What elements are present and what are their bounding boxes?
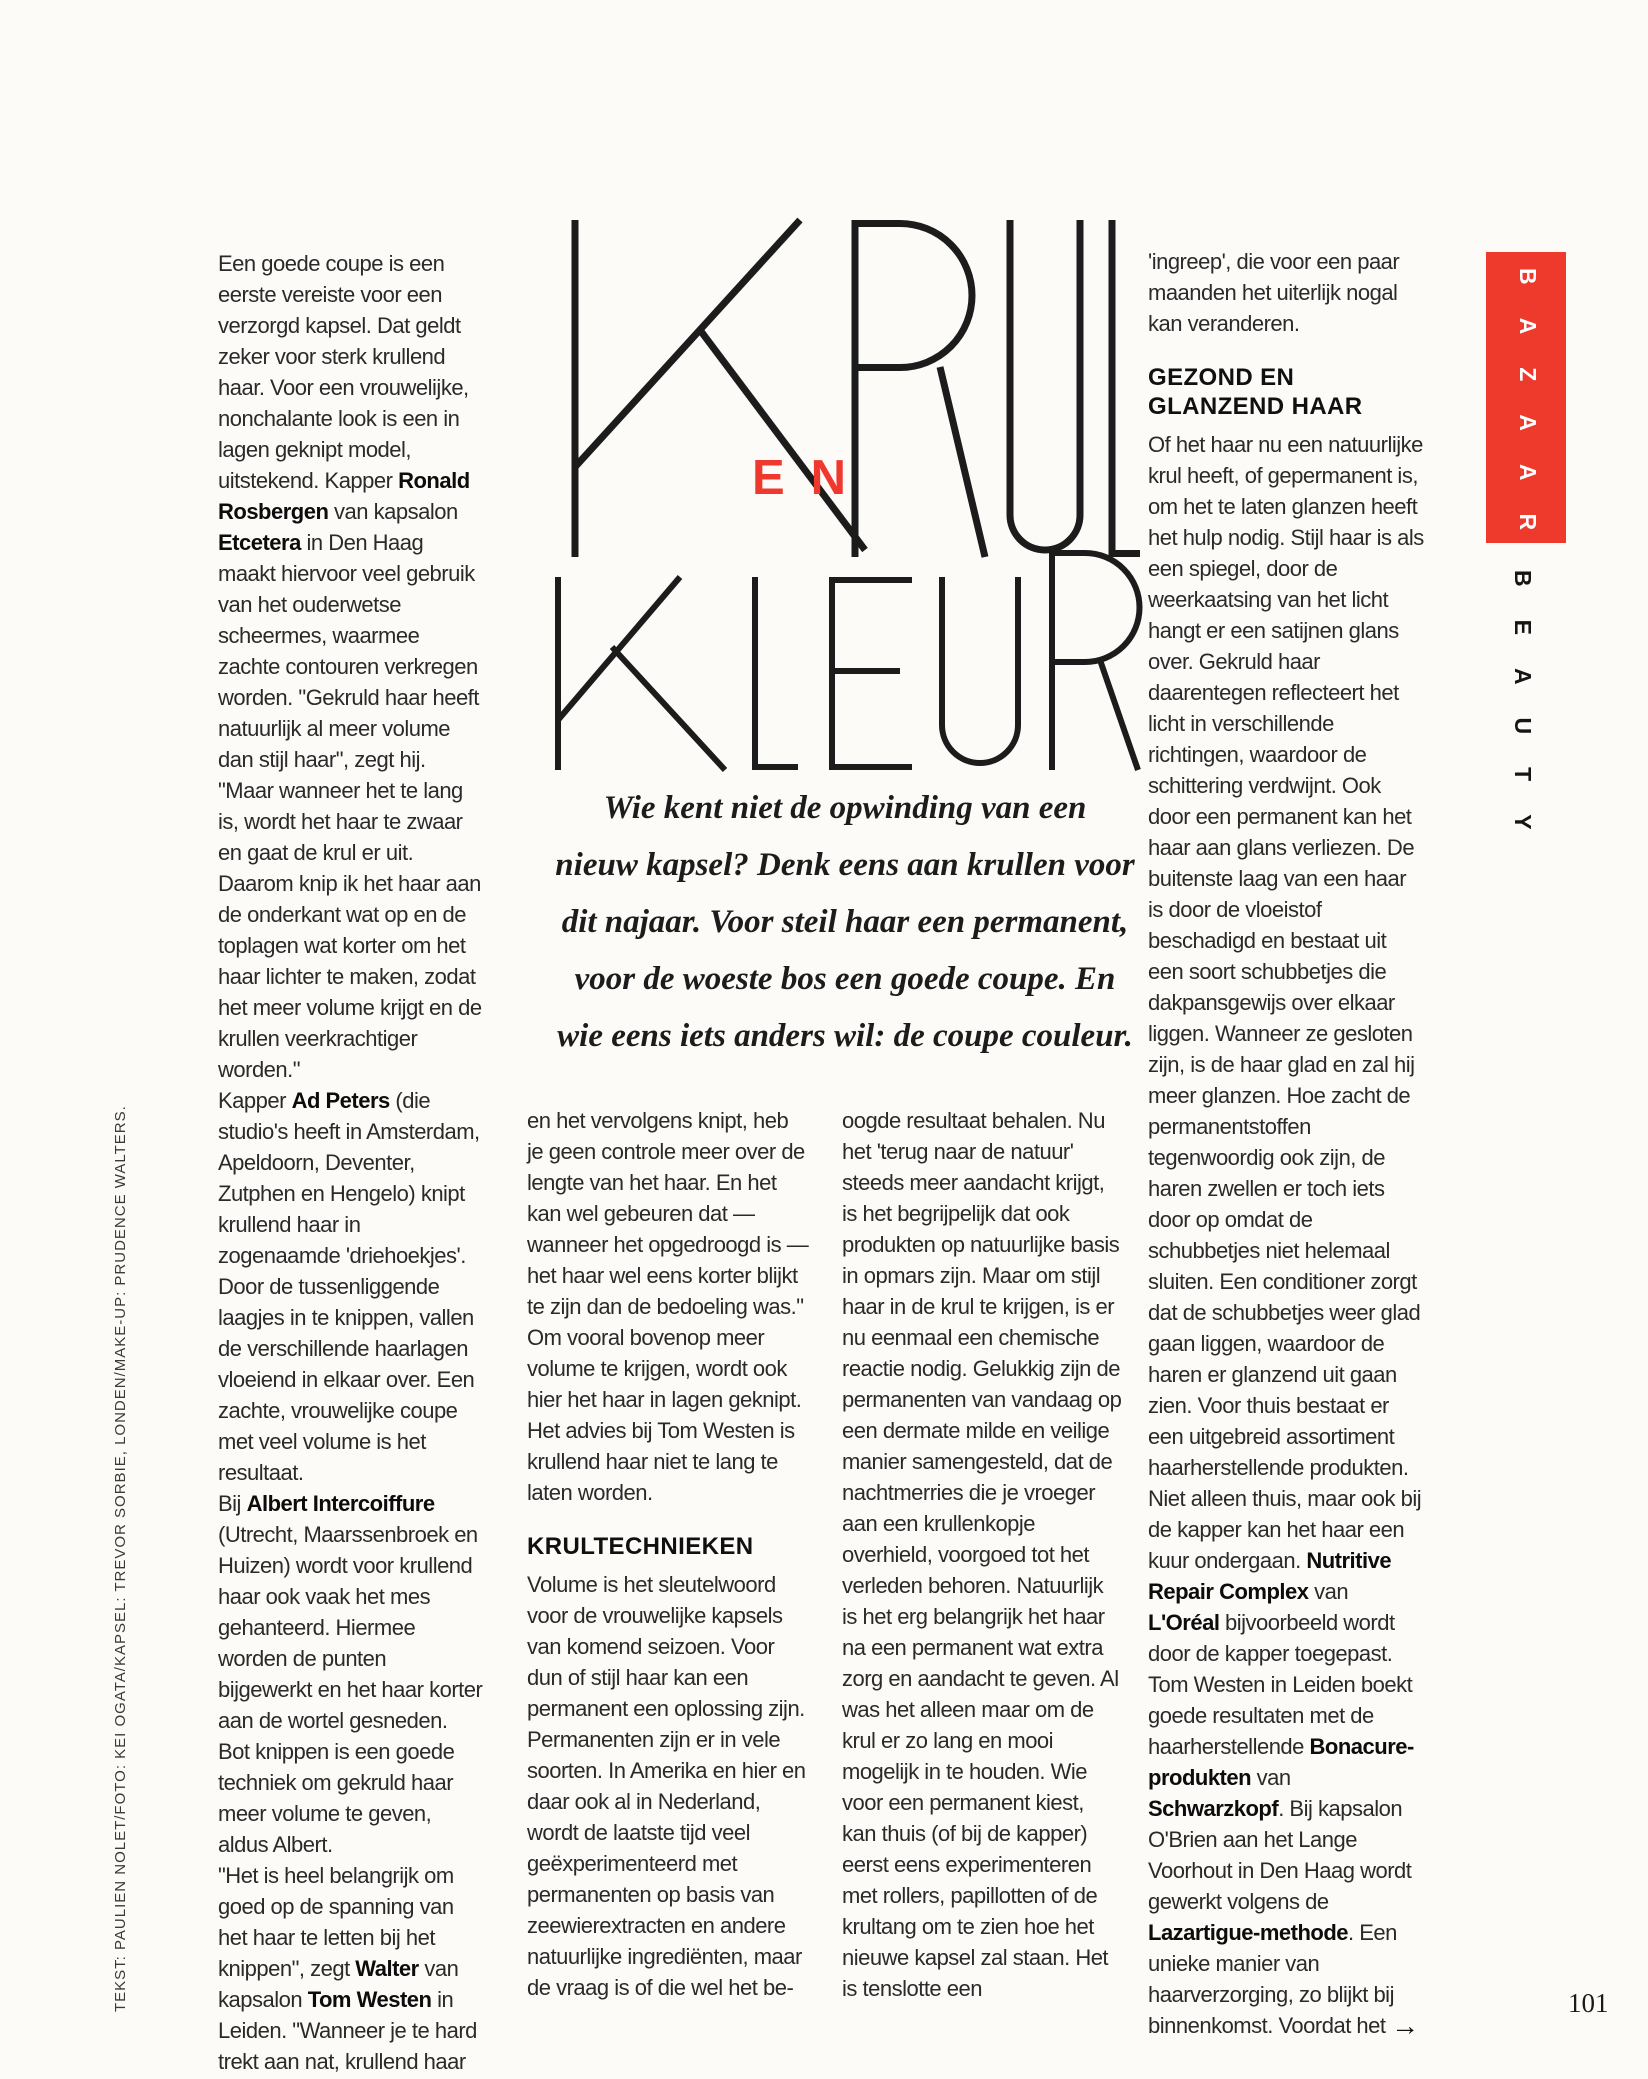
letter-L-kleur bbox=[755, 577, 798, 767]
letter-R-krul bbox=[855, 220, 985, 557]
letter-E-kleur bbox=[832, 580, 912, 767]
intro-line: voor de woeste bos een goede coupe. En bbox=[574, 961, 1116, 997]
intro-line: wie eens iets anders wil: de coupe couleur. bbox=[557, 1018, 1133, 1054]
page-number: 101 bbox=[1568, 1988, 1609, 2018]
paragraph: Kapper Ad Peters (die studio's heeft in Amsterdam, Apeldoorn, Deventer, Zutphen en Hengelo) knipt krullend haar in zogenaamde 'driehoekjes'. Door de tussenliggende laagjes in te knippen, vallen de verschillende haarlagen vloeiend in elkaar over. Een zachte, vrouwelijke coupe met veel volume is het resultaat. bbox=[218, 1088, 480, 1485]
paragraph: "Het is heel belangrijk om goed op de spanning van het haar te letten bij het knippen", zegt Walter van kapsalon Tom Westen in Leiden. "Wanneer je te hard trekt aan nat, krullend haar bbox=[218, 1863, 477, 2074]
paragraph: Bij Albert Intercoiffure (Utrecht, Maarssenbroek en Huizen) wordt voor krullend haar ook vaak het mes gehanteerd. Hiermee worden de punten bijgewerkt en het haar korter aan de wortel gesneden. Bot knippen is een goede techniek om gekruld haar meer volume te geven, aldus Albert. bbox=[218, 1491, 483, 1857]
letter-U-kleur bbox=[942, 577, 1018, 763]
section-heading: KRULTECHNIEKEN bbox=[527, 1533, 754, 1560]
article-column-2 bbox=[527, 1105, 809, 2003]
continuation-arrow-icon: → bbox=[1391, 2010, 1420, 2041]
letter-R-kleur bbox=[1052, 550, 1140, 770]
masthead-section-label: BEAUTY bbox=[1510, 570, 1536, 863]
masthead-magazine-name: BAZAAR bbox=[1515, 268, 1541, 564]
article-column-4 bbox=[1148, 246, 1424, 2041]
paragraph: en het vervolgens knipt, heb je geen controle meer over de lengte van het haar. En het kan wel gebeuren dat — wanneer het opgedroogd is — het haar wel eens korter blijkt te zijn dan de bedoeling was." Om vooral bovenop meer volume te krijgen, wordt ook hier het haar in lagen geknipt. Het advies bij Tom Westen is krullend haar niet te lang te laten worden. bbox=[527, 1108, 809, 1505]
title-lettering-svg bbox=[540, 205, 1220, 805]
paragraph: 'ingreep', die voor een paar maanden het uiterlijk nogal kan veranderen. bbox=[1148, 249, 1400, 336]
letter-K-kleur bbox=[558, 577, 725, 770]
title-word-kleur bbox=[0, 0, 1, 1]
article-column-3 bbox=[842, 1105, 1122, 2004]
intro-line: dit najaar. Voor steil haar een permanent, bbox=[561, 904, 1129, 940]
title-word-krul bbox=[0, 0, 1, 1]
letter-U-krul bbox=[1010, 220, 1080, 550]
paragraph: Een goede coupe is een eerste vereiste voor een verzorgd kapsel. Dat geldt zeker voor sterk krullend haar. Voor een vrouwelijke, nonchalante look is een in lagen geknipt model, uitstekend. Kapper Ronald Rosbergen van kapsalon Etcetera in Den Haag maakt hiervoor veel gebruik van het ouderwetse scheermes, waarmee zachte contouren verkregen worden. "Gekruld haar heeft natuurlijk al meer volume dan stijl haar", zegt hij. "Maar wanneer het te lang is, wordt het haar te zwaar en gaat de krul er uit. Daarom knip ik het haar aan de onderkant wat op en de toplagen wat korter om het haar lichter te maken, zodat het meer volume krijgt en de krullen veerkrachtiger worden." bbox=[218, 251, 482, 1082]
section-heading: GEZOND EN GLANZEND HAAR bbox=[1148, 364, 1363, 420]
photo-credits: TEKST: PAULIEN NOLET/FOTO: KEI OGATA/KAPSEL: TREVOR SORBIE, LONDEN/MAKE-UP: PRUDENCE WALTERS. bbox=[112, 1105, 129, 2012]
intro-line: nieuw kapsel? Denk eens aan krullen voor bbox=[555, 847, 1135, 883]
title-conjunction-en: EN bbox=[752, 451, 873, 505]
article-column-1 bbox=[218, 248, 484, 2077]
intro-line: Wie kent niet de opwinding van een bbox=[603, 790, 1087, 826]
intro-deck bbox=[525, 780, 1165, 1065]
paragraph: Of het haar nu een natuurlijke krul heeft, of gepermanent is, om het te laten glanzen heeft het hulp nodig. Stijl haar is als een spiegel, door de weerkaatsing van het licht hangt er een satijnen glans over. Gekruld haar daarentegen reflecteert het licht in verschillende richtingen, waardoor de schittering verdwijnt. Ook door een permanent kan het haar aan glans verliezen. De buitenste laag van een haar is door de vloeistof beschadigd en bestaat uit een soort schubbetjes die dakpansgewijs over elkaar liggen. Wanneer ze gesloten zijn, is de haar glad en zal hij meer glanzen. Hoe zacht de permanentstoffen tegenwoordig ook zijn, de haren zwellen er toch iets door op omdat de schubbetjes niet helemaal sluiten. Een conditioner zorgt dat de schubbetjes weer glad gaan liggen, waardoor de haren er glanzend uit gaan zien. Voor thuis bestaat er een uitgebreid assortiment haarherstellende produkten. Niet alleen thuis, maar ook bij de kapper kan het haar een kuur ondergaan. Nutritive Repair Complex van L'Oréal bijvoorbeeld wordt door de kapper toegepast. Tom Westen in Leiden boekt goede resultaten met de haarherstellende Bonacure-produkten van Schwarzkopf. Bij kapsalon O'Brien aan het Lange Voorhout in Den Haag wordt gewerkt volgens de Lazartigue-methode. Een unieke manier van haarverzorging, zo blijkt bij binnenkomst. Voordat het → bbox=[1148, 432, 1424, 2041]
paragraph: oogde resultaat behalen. Nu het 'terug naar de natuur' steeds meer aandacht krijgt, is het begrijpelijk dat ook produkten op natuurlijke basis in opmars zijn. Maar om stijl haar in de krul te krijgen, is er nu eenmaal een chemische reactie nodig. Gelukkig zijn de permanenten van vandaag op een dermate milde en veilige manier samengesteld, dat de nachtmerries die je vroeger aan een krullenkopje overhield, voorgoed tot het verleden behoren. Natuurlijk is het erg belangrijk het haar na een permanent wat extra zorg en aandacht te geven. Al was het alleen maar om de krul er zo lang en mooi mogelijk in te houden. Wie voor een permanent kiest, kan thuis (of bij de kapper) eerst eens experimenteren met rollers, papillotten of de krultang om te zien hoe het nieuwe kapsel zal staan. Het is tenslotte een bbox=[842, 1108, 1122, 2001]
paragraph: Volume is het sleutelwoord voor de vrouwelijke kapsels van komend seizoen. Voor dun of stijl haar kan een permanent een oplossing zijn. Permanenten zijn er in vele soorten. In Amerika en hier en daar ook al in Nederland, wordt de laatste tijd veel geëxperimenteerd met permanenten op basis van zeewierextracten en andere natuurlijke ingrediënten, maar de vraag is of die wel het be- bbox=[527, 1572, 806, 2000]
letter-L-krul bbox=[1112, 220, 1140, 554]
